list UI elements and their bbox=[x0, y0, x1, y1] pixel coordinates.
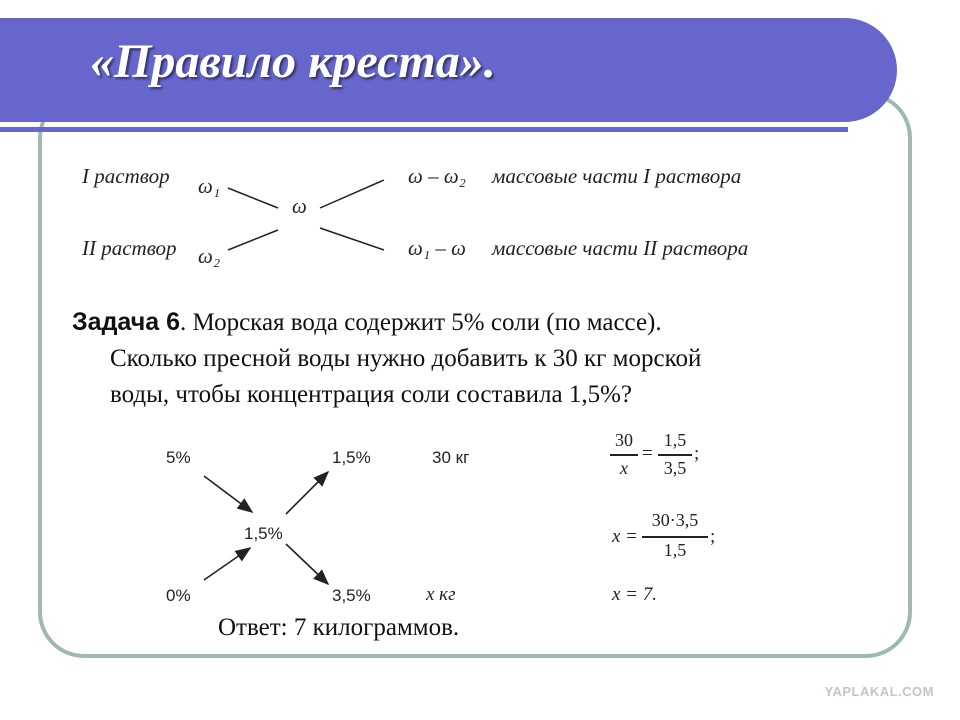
task-line1: . Морская вода содержит 5% соли (по массе). bbox=[179, 309, 662, 336]
cross-bottom-right: 3,5% bbox=[332, 586, 371, 605]
rule-row1-label: I раствор bbox=[82, 164, 170, 188]
title-underline bbox=[0, 127, 848, 132]
slide-title: «Правило креста». bbox=[90, 35, 496, 88]
eq1-den-right: 3,5 bbox=[663, 458, 687, 478]
answer-text: Ответ: 7 килограммов. bbox=[218, 614, 460, 641]
cross-top-mass: 30 кг bbox=[432, 448, 470, 467]
eq2-x: x = bbox=[612, 526, 639, 547]
rule-row2-omega: ω₂ bbox=[198, 244, 221, 268]
task-text bbox=[72, 304, 892, 413]
cross-bottom-mass: x кг bbox=[426, 584, 456, 605]
rule-row1-omega: ω₁ bbox=[198, 174, 221, 198]
rule-row2-parts: массовые части II раствора bbox=[492, 236, 749, 260]
eq1-equals: = bbox=[642, 443, 653, 464]
cross-top-left: 5% bbox=[166, 448, 191, 467]
eq1-num-right: 1,5 bbox=[663, 430, 687, 450]
rule-row2-diff: ω₁ – ω bbox=[408, 236, 466, 260]
eq3: x = 7. bbox=[612, 584, 658, 605]
task-heading: Задача 6 bbox=[72, 308, 180, 336]
task-line2: Сколько пресной воды нужно добавить к 30 кг морской bbox=[110, 345, 702, 372]
eq1-bar-right bbox=[658, 454, 692, 456]
eq1-end: ; bbox=[694, 443, 700, 464]
rule-center-omega: ω bbox=[292, 194, 307, 218]
rule-row1-diff: ω – ω₂ bbox=[408, 164, 466, 188]
cross-top-right: 1,5% bbox=[332, 448, 371, 467]
solution-math bbox=[600, 428, 760, 618]
eq1-bar-left bbox=[610, 454, 638, 456]
cross-bottom-left: 0% bbox=[166, 586, 191, 605]
eq2-den: 1,5 bbox=[663, 540, 687, 560]
cross-center: 1,5% bbox=[244, 524, 283, 543]
task-line3: воды, чтобы концентрация соли составила 1,5%? bbox=[110, 381, 632, 408]
rule-row2-label: II раствор bbox=[82, 236, 177, 260]
rule-row1-parts: массовые части I раствора bbox=[492, 164, 742, 188]
cross-diagram bbox=[160, 436, 580, 616]
eq2-end: ; bbox=[710, 526, 716, 547]
watermark: YAPLAKAL.COM bbox=[824, 684, 934, 699]
eq2-num: 30·3,5 bbox=[651, 510, 699, 530]
eq1-den-left: x bbox=[620, 458, 628, 478]
eq2-bar bbox=[642, 536, 708, 538]
eq1-num-left: 30 bbox=[615, 430, 633, 450]
cross-rule-scheme bbox=[78, 150, 758, 280]
rule-cross-lines bbox=[78, 150, 758, 280]
